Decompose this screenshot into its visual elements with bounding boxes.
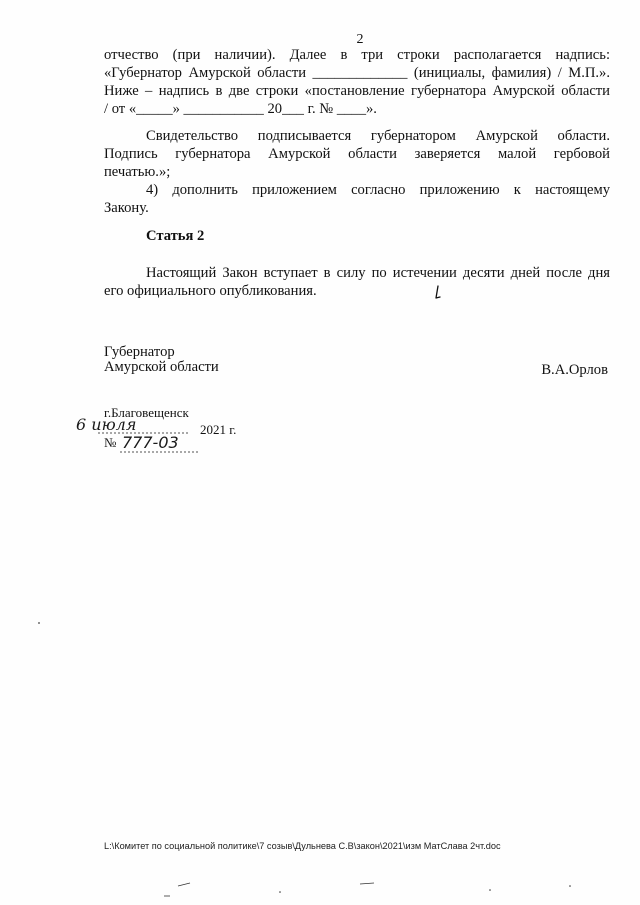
signatory-title-line: Амурской области [104,359,219,375]
scan-artifacts [160,880,620,900]
text-line: Закону. [104,200,149,216]
scan-artifact-dot [36,620,42,626]
text-line: его официального опубликования. [104,283,317,299]
text-line: Ниже – надпись в две строки «постановление губернатора Амурской области [104,83,610,99]
pen-mark-icon [432,284,444,300]
text-line: печатью.»; [104,164,171,180]
signatory-title [104,345,219,375]
issuance-year: 2021 г. [200,422,237,437]
signatory-title-line: Губернатор [104,344,175,360]
text-line: Свидетельство подписывается губернатором Амурской области. [146,128,610,144]
text-line: Подпись губернатора Амурской области заверяется малой гербовой [104,146,610,162]
footer-file-path: L:\Комитет по социальной политике\7 созыв\Дульнева С.В\закон\2021\изм МатСлава 2чт.doc [104,841,501,851]
handwritten-number [120,432,220,454]
article-text [104,264,610,300]
text-line: «Губернатор Амурской области _____________ (инициалы, фамилия) / М.П.». [104,65,610,81]
handwritten-number-text: 777-03 [122,433,179,452]
handwritten-date-text: 6 июля [76,416,137,434]
signatory-name: В.А.Орлов [541,362,608,378]
issuance-city: г.Благовещенск [104,405,189,420]
text-line: отчество (при наличии). Далее в три строки располагается надпись: [104,47,610,63]
article-heading: Статья 2 [146,228,205,244]
paragraph-certificate [104,127,610,181]
paragraph-procedure [104,46,610,118]
text-line: / от «_____» ___________ 20___ г. № ____». [104,101,377,117]
text-line: Настоящий Закон вступает в силу по истечении десяти дней после дня [146,265,610,281]
text-line: 4) дополнить приложением согласно приложению к настоящему [146,182,610,198]
paragraph-appendix [104,181,610,217]
number-symbol: № [104,435,117,450]
page-number: 2 [356,32,364,47]
